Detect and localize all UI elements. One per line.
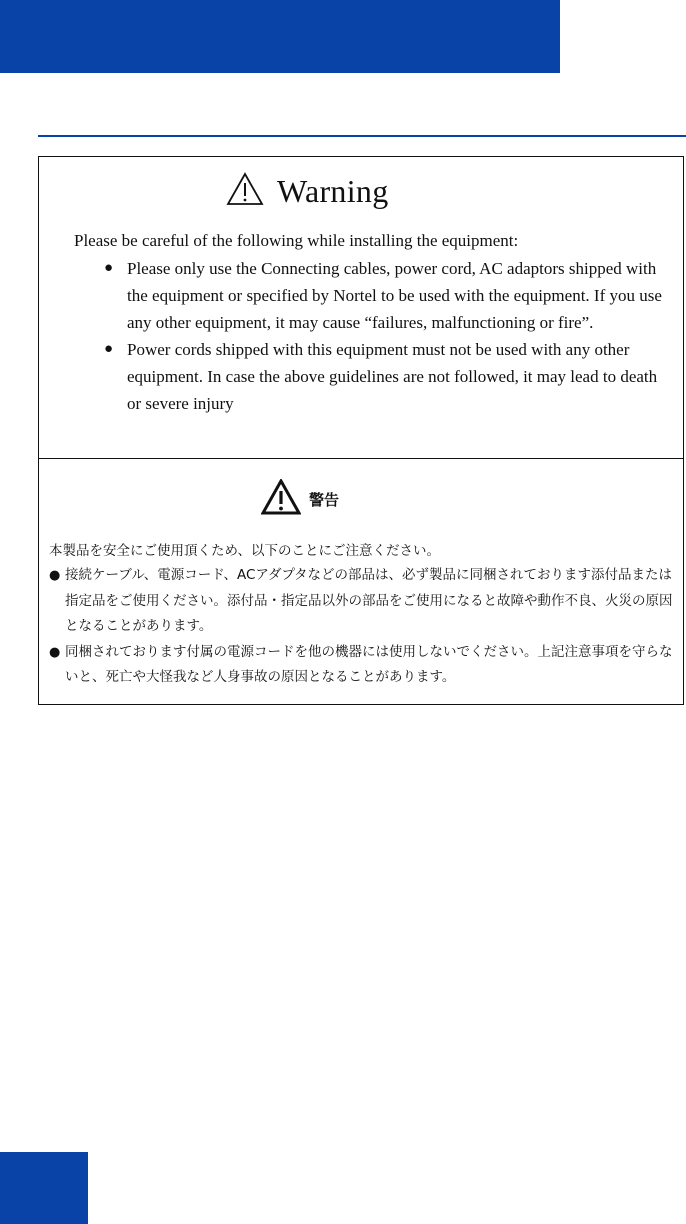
- english-warning-heading: Warning: [277, 173, 389, 209]
- bullet-icon: ●: [104, 341, 114, 357]
- bullet-icon: ●: [49, 644, 61, 660]
- warning-triangle-icon: [225, 171, 265, 212]
- header-rule: [38, 135, 686, 137]
- list-item: [49, 563, 679, 640]
- header-band: [0, 0, 560, 73]
- warning-notice-box: [38, 156, 684, 705]
- english-warning-list: [99, 255, 665, 417]
- japanese-warning-heading: 警告: [309, 491, 340, 509]
- list-item: [49, 640, 679, 691]
- list-item: [99, 336, 665, 417]
- english-warning-item-text: Power cords shipped with this equipment must not be used with any other equipment. In case the above guidelines are not followed, it may lead to death or severe injury: [127, 340, 658, 413]
- english-warning-intro: Please be careful of the following while installing the equipment:: [74, 231, 519, 250]
- japanese-warning-item-text: 同梱されております付属の電源コードを他の機器には使用しないでください。上記注意事項を守らないと、死亡や大怪我など人身事故の原因となることがあります。: [65, 643, 673, 685]
- japanese-warning-section: [39, 459, 683, 704]
- japanese-warning-item-text: 接続ケーブル、電源コード、ACアダプタなどの部品は、必ず製品に同梱されております添付品または指定品をご使用ください。添付品・指定品以外の部品をご使用になると故障や動作不良、火災の原因となることがあります。: [65, 567, 673, 634]
- japanese-warning-list: [49, 563, 679, 691]
- english-warning-title: [225, 171, 389, 212]
- japanese-warning-title: [261, 479, 339, 520]
- list-item: [99, 255, 665, 336]
- footer-page-tab: [0, 1152, 88, 1224]
- bullet-icon: ●: [104, 260, 114, 276]
- english-warning-item-text: Please only use the Connecting cables, power cord, AC adaptors shipped with the equipment or specified by Nortel to be used with the equipment. If you use any other equipment, it may cause “failures, malfunctioning or fire”.: [127, 259, 662, 332]
- warning-triangle-icon: [261, 479, 301, 520]
- japanese-warning-intro: 本製品を安全にご使用頂くため、以下のことにご注意ください。: [49, 543, 440, 559]
- english-warning-section: [39, 157, 683, 459]
- bullet-icon: ●: [49, 568, 61, 583]
